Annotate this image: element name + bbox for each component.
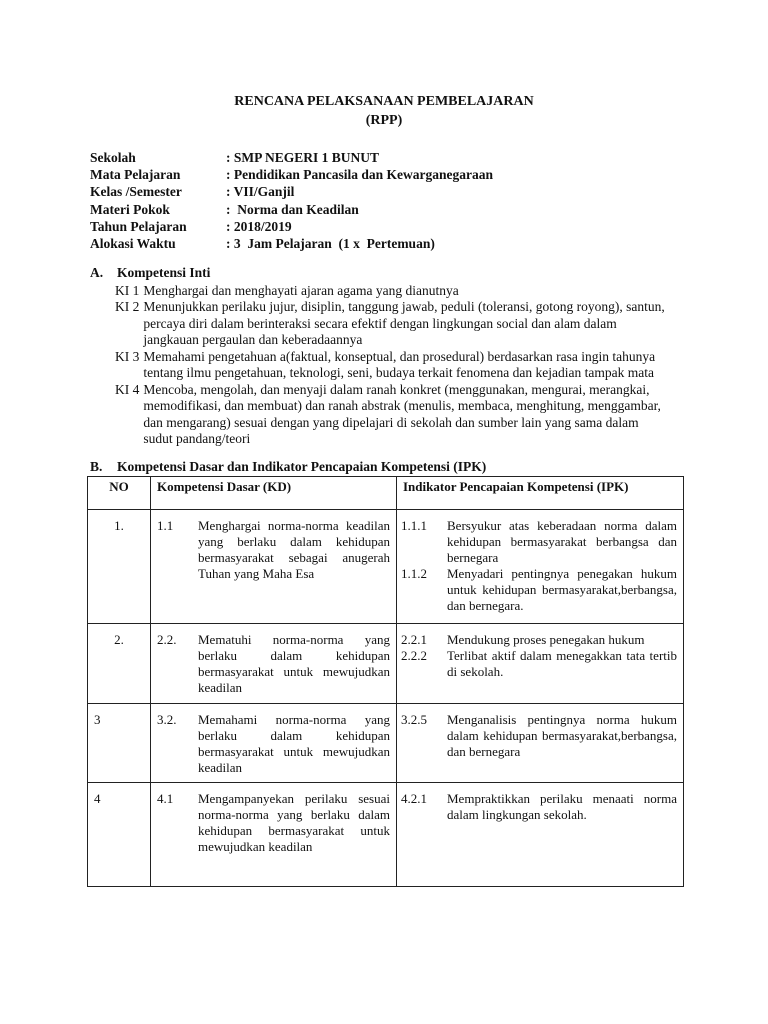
kd-code: 4.1 [157,791,174,806]
ki-label: KI 4 [115,381,140,397]
ipk-text: Menyadari pentingnya penegakan hukum untuk kehidupan bermasyarakat,berbangsa, dan bernegara. [447,566,677,613]
info-label: Mata Pelajaran [90,167,181,183]
ipk-text: Mendukung proses penegakan hukum [447,632,645,647]
header-ipk: Indikator Pencapaian Kompetensi (IPK) [397,477,684,510]
info-value: : 3 Jam Pelajaran (1 x Pertemuan) [226,235,435,251]
ipk-code: 2.2.1 [401,632,427,647]
header-kd: Kompetensi Dasar (KD) [151,477,397,510]
row-number: 3 [88,704,151,783]
kd-text: Menghargai norma-norma keadilan yang berlaku dalam kehidupan bermasyarakat sebagai anugerah Tuhan yang Maha Esa [198,518,390,581]
kd-ipk-table [87,476,684,887]
kd-code: 1.1 [157,518,174,533]
info-label: Materi Pokok [90,201,170,217]
table-row [88,704,684,783]
section-kompetensi-inti [90,265,690,448]
info-row [90,236,493,253]
info-row [90,219,493,236]
section-title: Kompetensi Dasar dan Indikator Pencapaian Kompetensi (IPK) [117,459,487,474]
section-letter: B. [90,459,103,474]
ki-item [115,283,670,300]
ki-label: KI 1 [115,282,140,298]
kd-text: Memahami norma-norma yang berlaku dalam kehidupan bermasyarakat untuk mewujudkan keadilan [198,712,390,775]
ki-text: Menunjukkan perilaku jujur, disiplin, tanggung jawab, peduli (toleransi, gotong royong), santun, percaya diri dalam berinteraksi secara efektif dengan lingkungan social dan alam dalam jangkauan pergaulan dan keberadaannya [143,299,665,347]
ipk-cell [397,783,684,887]
table-row [88,510,684,624]
kd-cell [151,783,397,887]
ipk-text: Terlibat aktif dalam menegakkan tata tertib di sekolah. [447,648,677,679]
table-header-row [88,477,684,510]
ki-label: KI 2 [115,299,140,314]
info-label: Tahun Pelajaran [90,218,187,234]
section-heading [90,459,690,476]
row-number: 2. [88,624,151,704]
ipk-text: Bersyukur atas keberadaan norma dalam kehidupan bermasyarakat berbangsa dan bernegara [447,518,677,565]
section-title: Kompetensi Inti [117,265,211,280]
info-row [90,202,493,219]
ipk-code: 3.2.5 [401,712,427,727]
section-letter: A. [90,265,104,280]
table-row [88,624,684,704]
ki-item [115,349,670,382]
info-value: : SMP NEGERI 1 BUNUT [226,150,380,165]
ipk-item [401,518,677,566]
header-no: NO [88,477,151,510]
kd-cell [151,624,397,704]
ki-list [115,283,670,448]
info-row [90,150,493,167]
ki-item [115,299,670,349]
ipk-item [401,566,677,614]
ipk-cell [397,704,684,783]
info-row [90,167,493,184]
info-value: : Pendidikan Pancasila dan Kewarganegaraan [226,167,494,183]
title-line-2: (RPP) [365,113,403,128]
ipk-cell [397,510,684,624]
kd-cell [151,510,397,624]
row-number: 4 [88,783,151,887]
ipk-cell [397,624,684,704]
ipk-code: 1.1.1 [401,518,427,533]
section-kd-ipk [90,459,690,476]
info-label: Kelas /Semester [90,184,182,200]
ipk-item [401,632,677,648]
ipk-code: 1.1.2 [401,566,427,581]
info-value: : VII/Ganjil [226,184,295,200]
document-title [0,92,768,130]
title-line-1: RENCANA PELAKSANAAN PEMBELAJARAN [234,94,534,109]
ipk-code: 4.2.1 [401,791,427,806]
kd-cell [151,704,397,783]
identity-block [90,150,493,253]
ki-label: KI 3 [115,348,140,364]
ipk-text: Menganalisis pentingnya norma hukum dalam kehidupan bermasyarakat,berbangsa, dan bernegara [447,712,677,759]
section-heading [90,265,690,282]
ki-text: Menghargai dan menghayati ajaran agama yang dianutnya [143,282,459,298]
ipk-code: 2.2.2 [401,648,427,663]
ki-text: Mencoba, mengolah, dan menyaji dalam ranah konkret (menggunakan, mengurai, merangkai, memodifikasi, dan membuat) dan ranah abstrak (menulis, membaca, menghitung, menggambar, dan mengarang) sesuai dengan yang dipelajari di sekolah dan sumber lain yang sama dalam sudut pandang/teori [143,381,661,446]
info-row [90,184,493,201]
info-label: Sekolah [90,150,136,165]
ipk-item [401,648,677,680]
ki-text: Memahami pengetahuan a(faktual, konseptual, dan prosedural) berdasarkan rasa ingin tahunya tentang ilmu pengetahuan, teknologi, seni, budaya terkait fenomena dan kejadian tampak mata [143,348,656,380]
ipk-item [401,712,677,760]
info-value: : Norma dan Keadilan [226,201,359,217]
info-label: Alokasi Waktu [90,235,176,251]
kd-text: Mengampanyekan perilaku sesuai norma-norma yang berlaku dalam kehidupan bermasyarakat untuk mewujudkan keadilan [198,791,390,854]
ipk-item [401,791,677,823]
kd-text: Mematuhi norma-norma yang berlaku dalam kehidupan bermasyarakat untuk mewujudkan keadilan [198,632,390,695]
kd-code: 3.2. [157,712,177,727]
ki-item [115,382,670,448]
row-number: 1. [88,510,151,624]
info-value: : 2018/2019 [226,218,292,234]
ipk-text: Mempraktikkan perilaku menaati norma dalam lingkungan sekolah. [447,791,677,822]
table-row [88,783,684,887]
kd-code: 2.2. [157,632,177,647]
